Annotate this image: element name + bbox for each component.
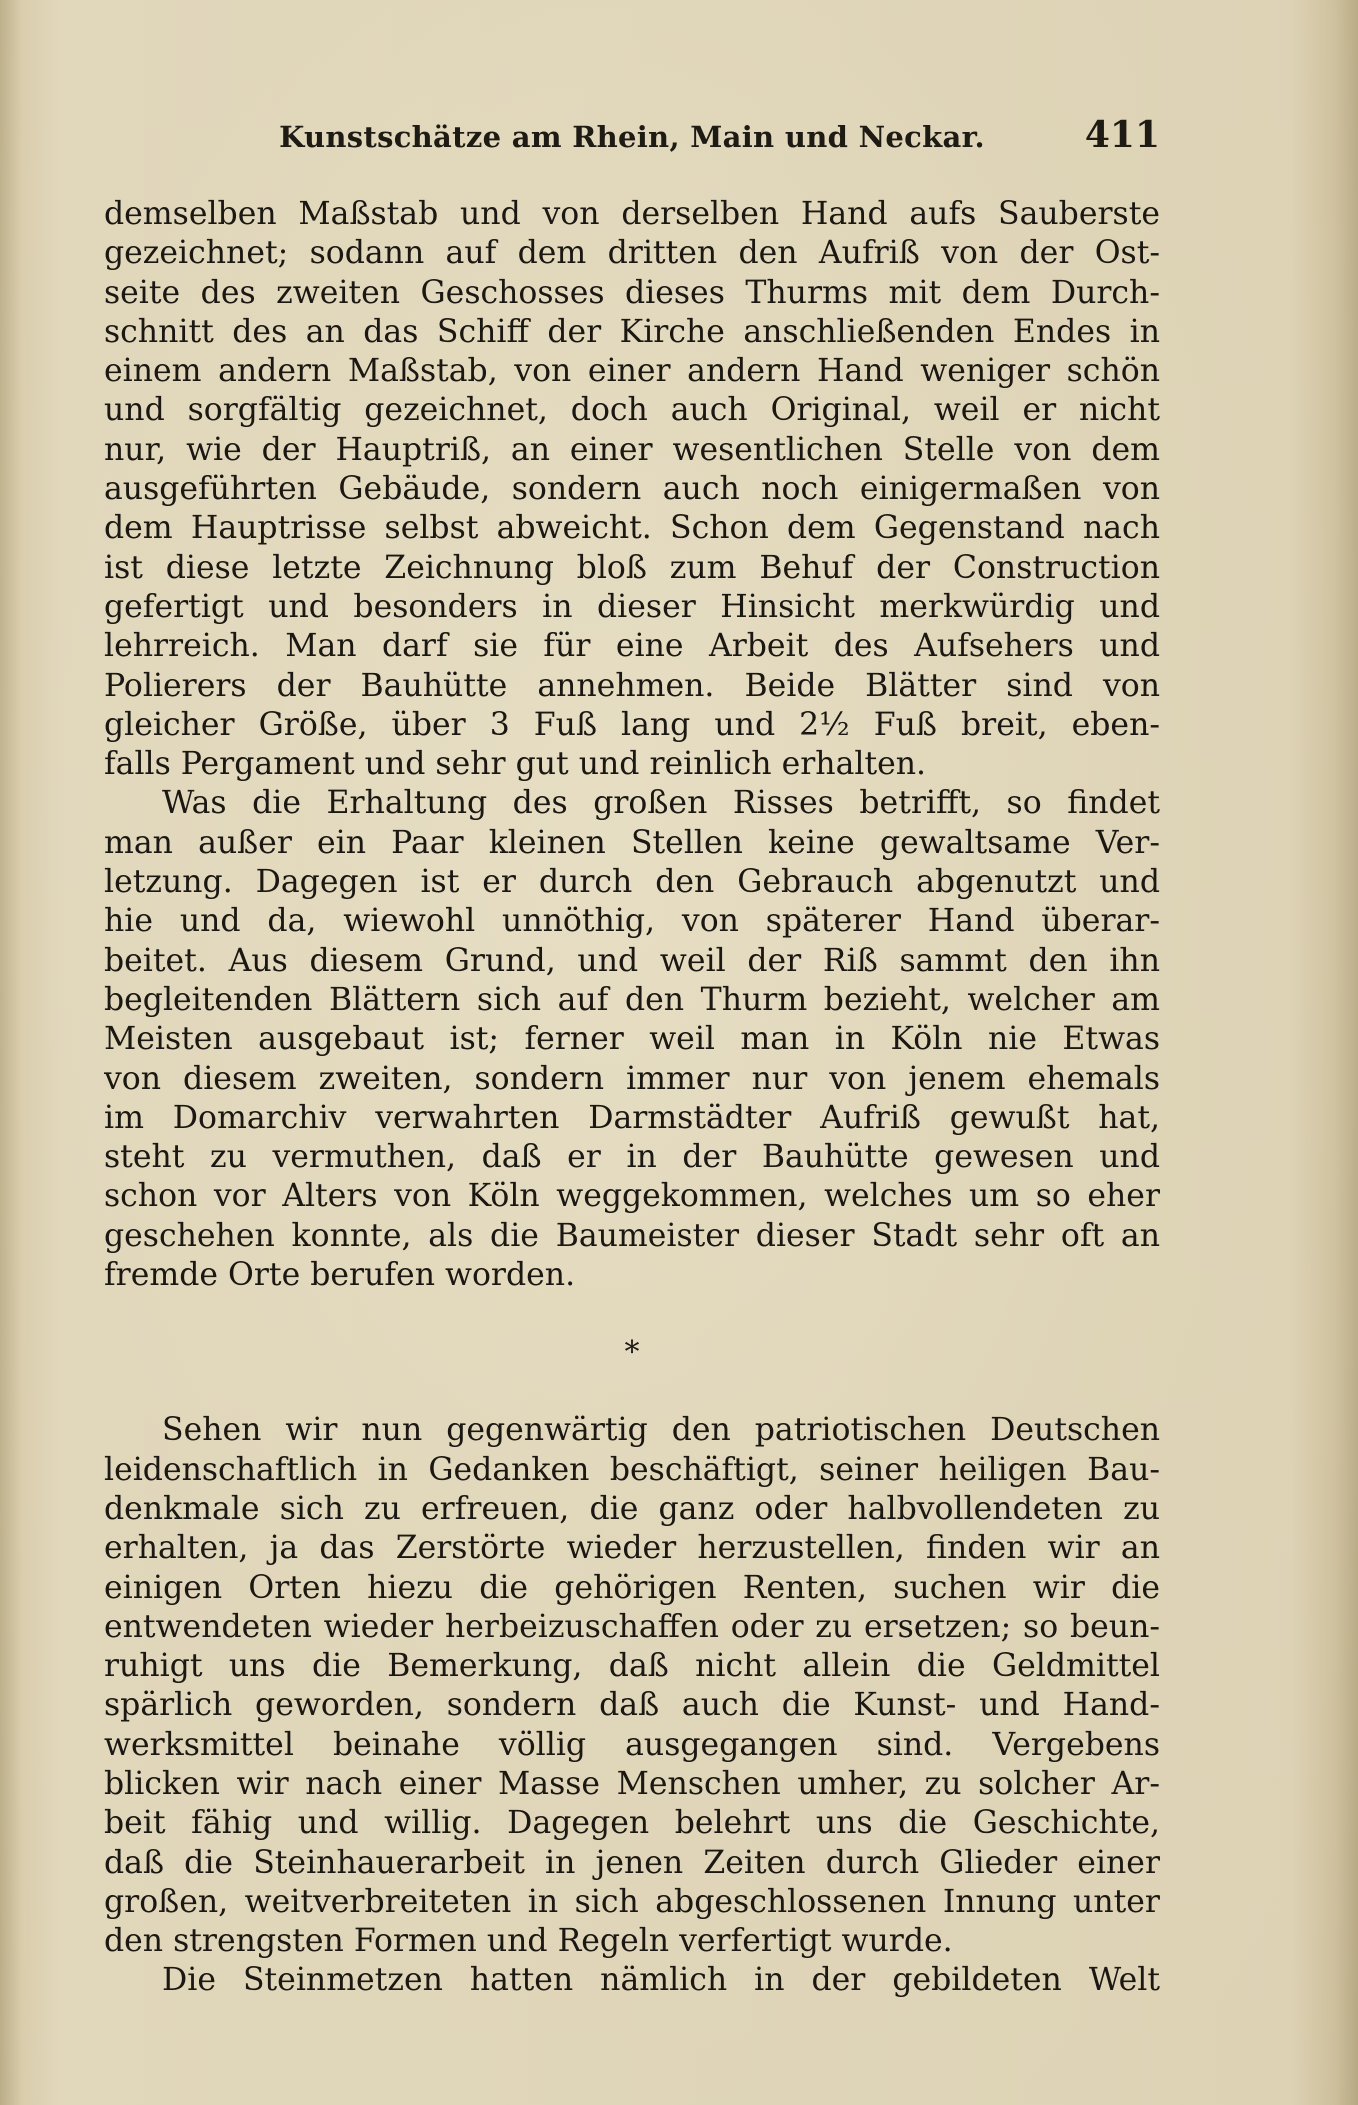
text-line: daß die Steinhauerarbeit in jenen Zeiten durch Glieder einer [104, 1844, 1160, 1881]
text-line: einigen Orten hiezu die gehörigen Renten, suchen wir die [104, 1569, 1160, 1606]
text-line: ruhigt uns die Bemerkung, daß nicht allein die Geldmittel [104, 1648, 1160, 1685]
text-line: von diesem zweiten, sondern immer nur von jenem ehemals [104, 1060, 1160, 1097]
text-line: ausgeführten Gebäude, sondern auch noch einigermaßen von [104, 471, 1160, 508]
paragraph-2 [104, 784, 1160, 1295]
text-line: seite des zweiten Geschosses dieses Thurms mit dem Durch- [104, 274, 1160, 311]
text-line: Meisten ausgebaut ist; ferner weil man in Köln nie Etwas [104, 1021, 1160, 1058]
text-line: im Domarchiv verwahrten Darmstädter Aufriß gewußt hat, [104, 1099, 1160, 1136]
text-line: leidenschaftlich in Gedanken beschäftigt, seiner heiligen Bau- [104, 1451, 1160, 1488]
text-line: dem Hauptrisse selbst abweicht. Schon dem Gegenstand nach [104, 510, 1160, 547]
text-line: beitet. Aus diesem Grund, und weil der Riß sammt den ihn [104, 942, 1160, 979]
text-line: letzung. Dagegen ist er durch den Gebrauch abgenutzt und [104, 864, 1160, 901]
text-line: nur, wie der Hauptriß, an einer wesentlichen Stelle von dem [104, 431, 1160, 468]
text-line: schon vor Alters von Köln weggekommen, welches um so eher [104, 1178, 1160, 1215]
text-line: den strengsten Formen und Regeln verfertigt wurde. [104, 1923, 953, 1960]
section-separator: * [624, 1335, 640, 1371]
text-line: man außer ein Paar kleinen Stellen keine gewaltsame Ver- [104, 824, 1160, 861]
text-line: falls Pergament und sehr gut und reinlich erhalten. [104, 746, 927, 783]
text-line: schnitt des an das Schiff der Kirche anschließenden Endes in [104, 313, 1160, 350]
text-line: blicken wir nach einer Masse Menschen umher, zu solcher Ar- [104, 1765, 1160, 1802]
text-line: und sorgfältig gezeichnet, doch auch Original, weil er nicht [104, 392, 1160, 429]
running-title: Kunstschätze am Rhein, Main und Neckar. [279, 120, 985, 154]
text-line: erhalten, ja das Zerstörte wieder herzustellen, finden wir an [104, 1530, 1160, 1567]
page-header [104, 112, 1160, 164]
text-line: Sehen wir nun gegenwärtig den patriotischen Deutschen [162, 1412, 1160, 1449]
text-line: werksmittel beinahe völlig ausgegangen sind. Vergebens [104, 1726, 1160, 1763]
text-line: gleicher Größe, über 3 Fuß lang und 2½ Fuß breit, eben- [104, 706, 1160, 743]
text-line: begleitenden Blättern sich auf den Thurm bezieht, welcher am [104, 981, 1160, 1018]
paragraph-4 [104, 1961, 1160, 2000]
page-number: 411 [1084, 114, 1160, 156]
paragraph-1 [104, 195, 1160, 784]
text-line: beit fähig und willig. Dagegen belehrt uns die Geschichte, [104, 1805, 1160, 1842]
text-line: steht zu vermuthen, daß er in der Bauhütte gewesen und [104, 1139, 1160, 1176]
text-line: geschehen konnte, als die Baumeister dieser Stadt sehr oft an [104, 1217, 1160, 1254]
text-line: großen, weitverbreiteten in sich abgeschlossenen Innung unter [104, 1883, 1160, 1920]
text-line: ist diese letzte Zeichnung bloß zum Behuf der Construction [104, 549, 1160, 586]
text-line: gefertigt und besonders in dieser Hinsicht merkwürdig und [104, 588, 1160, 625]
text-line: entwendeten wieder herbeizuschaffen oder zu ersetzen; so beun- [104, 1608, 1160, 1645]
text-line: demselben Maßstab und von derselben Hand aufs Sauberste [104, 196, 1160, 232]
text-line: einem andern Maßstab, von einer andern Hand weniger schön [104, 353, 1160, 390]
text-line: denkmale sich zu erfreuen, die ganz oder halbvollendeten zu [104, 1490, 1160, 1527]
text-line: Was die Erhaltung des großen Risses betrifft, so findet [162, 785, 1160, 822]
text-line: Polierers der Bauhütte annehmen. Beide Blätter sind von [104, 667, 1160, 704]
text-line: fremde Orte berufen worden. [104, 1257, 576, 1294]
text-line: gezeichnet; sodann auf dem dritten den Aufriß von der Ost- [104, 235, 1160, 272]
text-line: spärlich geworden, sondern daß auch die Kunst- und Hand- [104, 1687, 1160, 1724]
text-line: Die Steinmetzen hatten nämlich in der gebildeten Welt [162, 1962, 1160, 1999]
text-line: lehrreich. Man darf sie für eine Arbeit des Aufsehers und [104, 628, 1160, 665]
body-text [104, 195, 1160, 2001]
paragraph-3 [104, 1411, 1160, 1961]
text-line: hie und da, wiewohl unnöthig, von späterer Hand überar- [104, 903, 1160, 940]
